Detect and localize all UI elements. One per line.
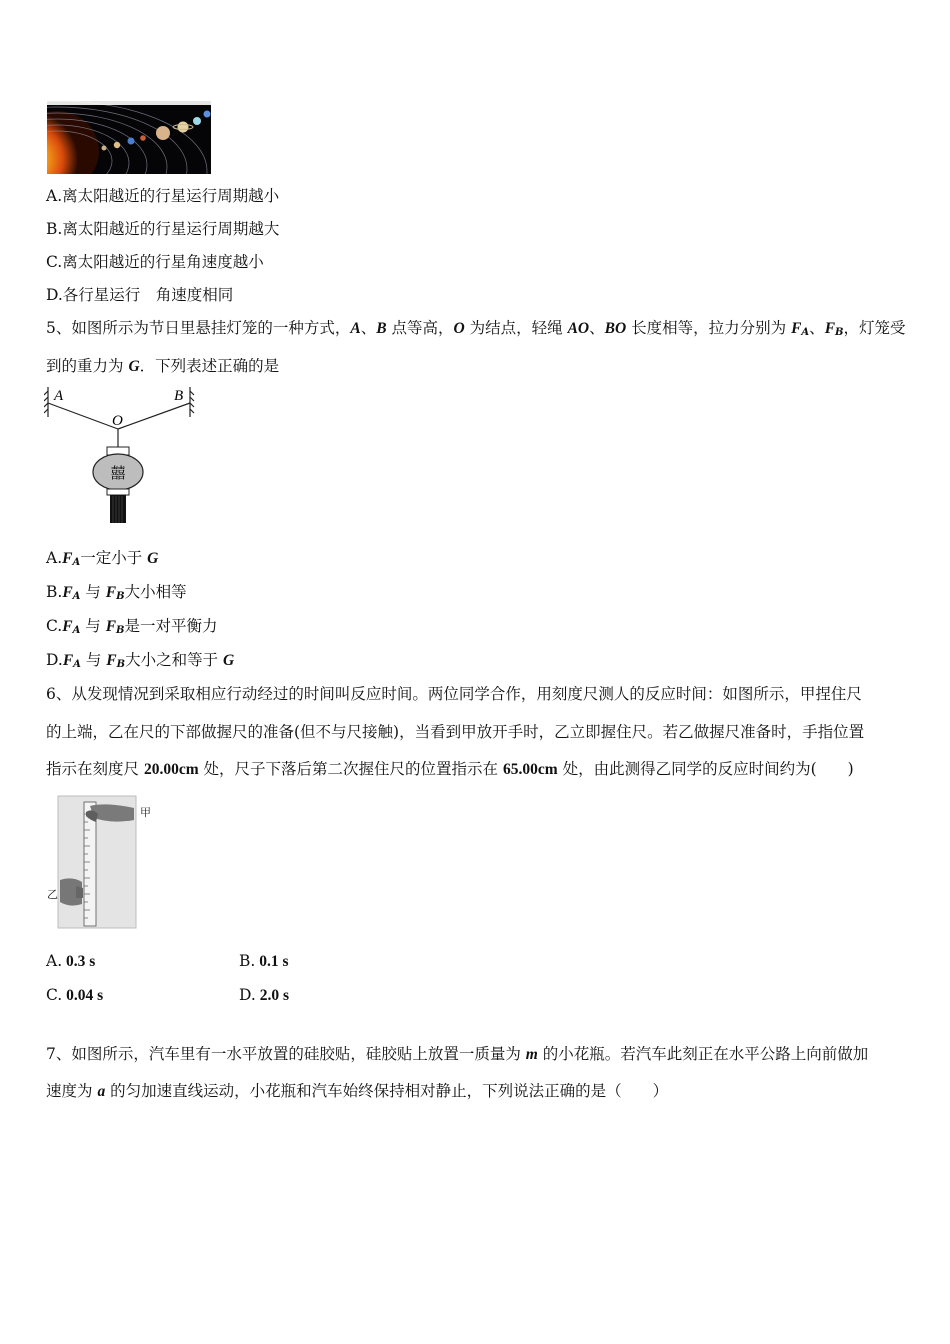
solar-system-image [47,101,211,174]
lantern-figure [44,383,196,525]
label-o: O [112,413,123,429]
q4-option-a: A.离太阳越近的行星运行周期越小 [46,187,280,205]
q5-option-b: $B.F_A$ 与 $F_B$大小相等 [46,583,187,602]
q7-stem-line1: 7、如图所示，汽车里有一水平放置的硅胶贴，硅胶贴上放置一质量为 m 的小花瓶。若汽车此刻正在水平公路上向前做加 [46,1045,869,1063]
q6-option-d: D. 2.0 s [239,986,289,1004]
label-b: B [174,388,184,404]
q4-option-c: C.离太阳越近的行星角速度越小 [46,253,264,271]
q6-stem-line3: 指示在刻度尺 20.00cm 处，尺子下落后第二次握住尺的位置指示在 65.00cm 处，由此测得乙同学的反应时间约为( ) [46,760,854,778]
label-jia: 甲 [140,806,151,819]
label-yi: 乙 [47,888,58,901]
q4-option-b: B.离太阳越近的行星运行周期越大 [46,220,280,238]
ruler-figure [46,794,156,930]
q5-option-a: $A.F_A$一定小于 G [46,549,159,568]
q6-option-b: B. 0.1 s [239,952,289,970]
label-a: A [54,388,64,404]
q6-stem-line1: 6、从发现情况到采取相应行动经过的时间叫反应时间。两位同学合作，用刻度尺测人的反应时间：如图所示，甲捏住尺 [46,685,862,703]
q5-option-d: $D.F_A$ 与 $F_B$大小之和等于 G [46,651,235,670]
q5-stem-line1: 5、如图所示为节日里悬挂灯笼的一种方式，A、B 点等高，O 为结点，轻绳 AO、BO 长度相等，拉力分别为 $F_A$、$F_B$，灯笼受 [46,319,906,338]
q5-stem-line2: 到的重力为 G．下列表述正确的是 [46,357,280,375]
q7-stem-line2: 速度为 a 的匀加速直线运动，小花瓶和汽车始终保持相对静止，下列说法正确的是（ ） [46,1082,669,1100]
q4-option-d: D.各行星运行 角速度相同 [46,286,234,304]
q6-stem-line2: 的上端，乙在尺的下部做握尺的准备(但不与尺接触)，当看到甲放开手时，乙立即握住尺。若乙做握尺准备时，手指位置 [46,723,865,741]
q5-option-c: $C.F_A$ 与 $F_B$是一对平衡力 [46,617,218,636]
q6-option-a: A. 0.3 s [46,952,96,970]
lantern-character: 囍 [110,464,126,482]
q6-option-c: C. 0.04 s [46,986,104,1004]
